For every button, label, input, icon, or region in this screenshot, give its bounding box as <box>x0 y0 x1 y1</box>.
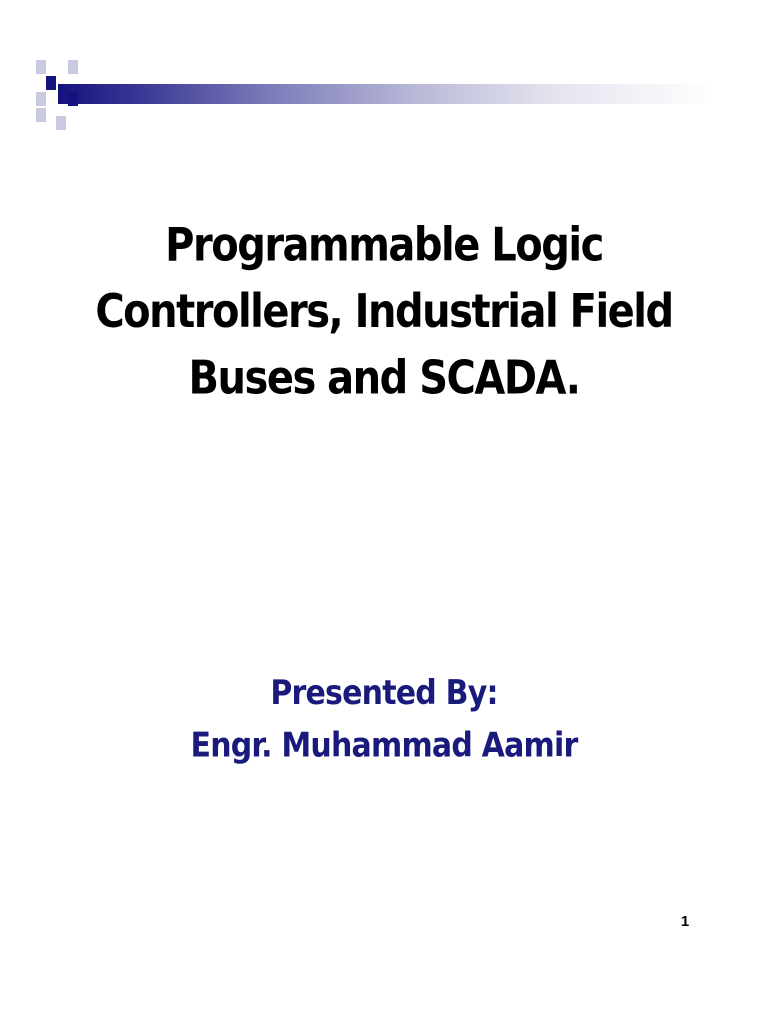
header-gradient-bar <box>58 84 748 104</box>
decor-square <box>68 92 78 106</box>
decor-square <box>36 60 46 74</box>
decor-square <box>46 76 56 90</box>
title-line: Buses and SCADA. <box>188 352 580 406</box>
title-line: Controllers, Industrial Field <box>95 285 673 339</box>
presenter-block <box>100 668 668 772</box>
decor-square <box>56 116 66 130</box>
presenter-name: Engr. Muhammad Aamir <box>190 725 578 765</box>
decor-square <box>36 92 46 106</box>
decor-square <box>68 60 78 74</box>
decor-square <box>36 108 46 122</box>
page-number: 1 <box>680 913 690 930</box>
title-line: Programmable Logic <box>165 218 603 272</box>
slide-title <box>60 212 708 412</box>
presenter-label: Presented By: <box>270 673 498 713</box>
